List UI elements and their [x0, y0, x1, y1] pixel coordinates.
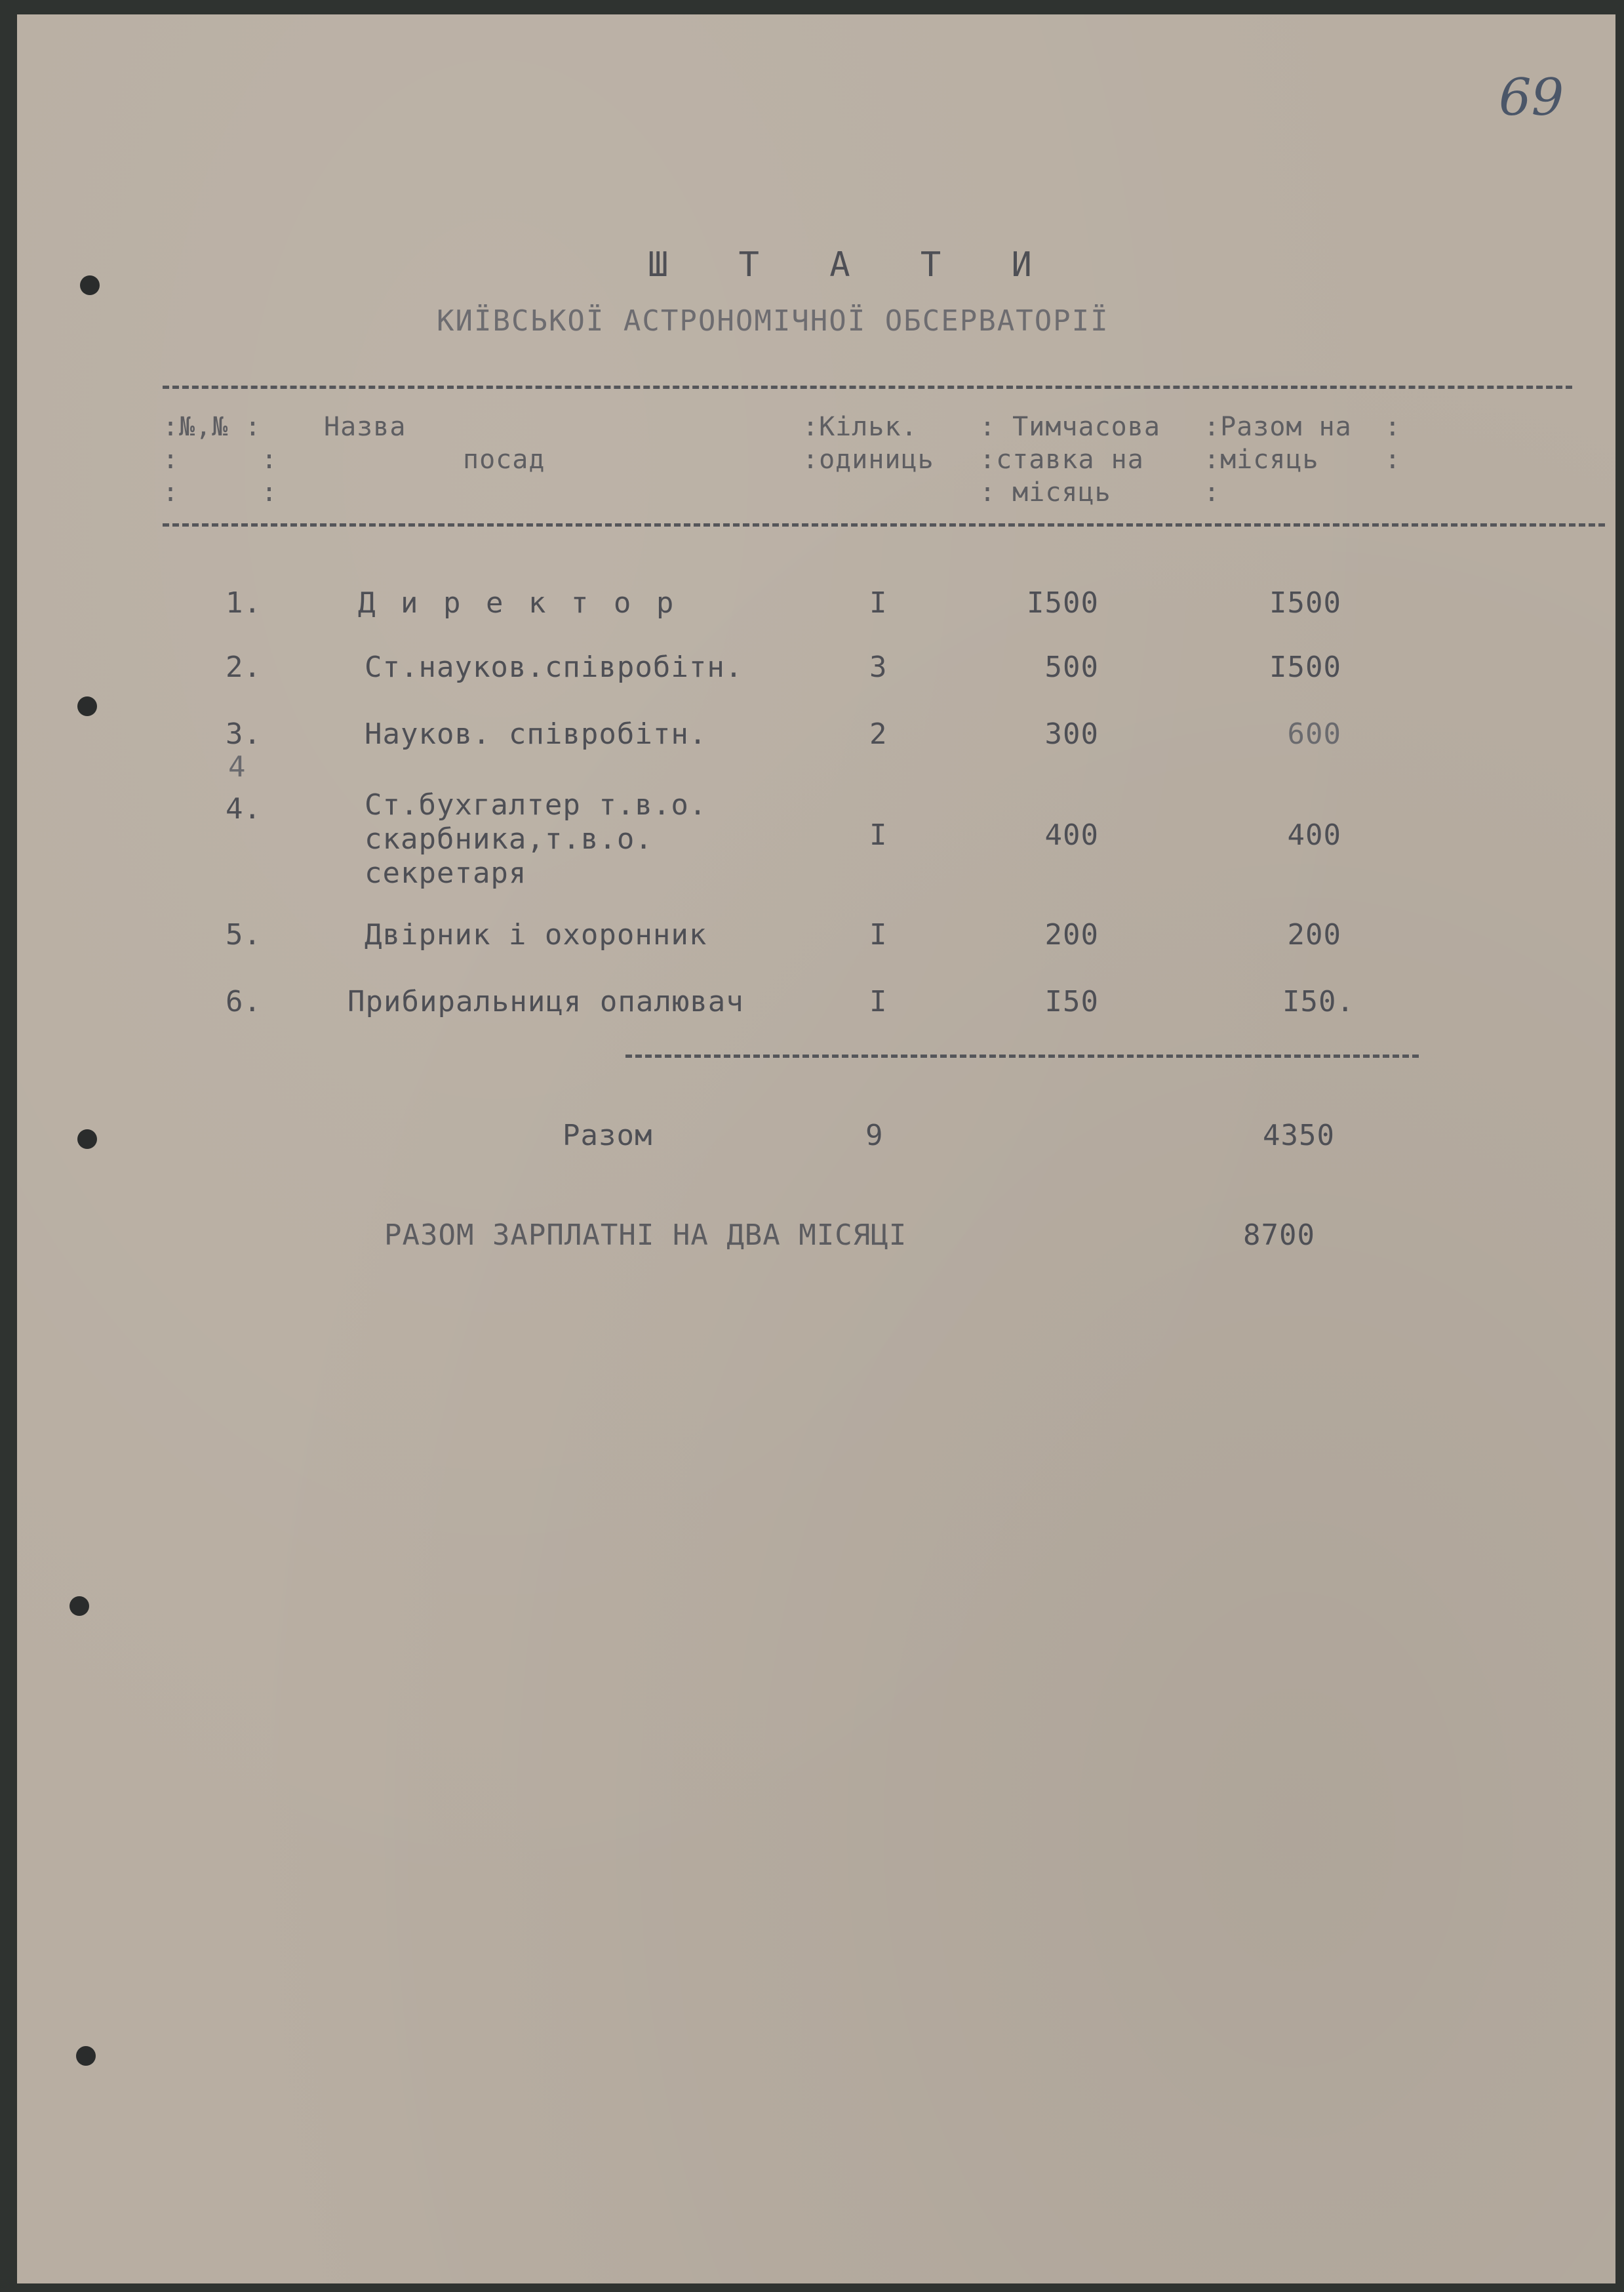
sum-label: Разом [563, 1119, 653, 1152]
row-6-num: 6. [226, 985, 262, 1018]
document-sheet [17, 14, 1615, 2283]
binder-hole [80, 275, 100, 295]
row-1-rate: І500 [1027, 586, 1099, 620]
header-qty-line1: :Кільк. [802, 412, 918, 442]
header-qty-line2: :одиниць [802, 445, 934, 475]
binder-hole [77, 696, 97, 716]
row-2-total: І500 [1269, 651, 1341, 684]
document-subtitle: КИЇВСЬКОЇ АСТРОНОМІЧНОЇ ОБСЕРВАТОРІЇ [437, 304, 1109, 338]
header-num-line2: : : [163, 445, 278, 475]
row-6-name: Прибиральниця опалювач [347, 985, 744, 1018]
row-1-qty: І [869, 586, 888, 620]
header-rate-line1: : Тимчасова [980, 412, 1160, 442]
row-3-name: Науков. співробітн. [365, 717, 707, 751]
sum-total: 4350 [1263, 1119, 1335, 1152]
row-1-num: 1. [226, 586, 262, 620]
row-6-total: І50. [1282, 985, 1355, 1018]
grand-total-label: РАЗОМ ЗАРПЛАТНІ НА ДВА МІСЯЦІ [384, 1218, 907, 1252]
sum-qty: 9 [865, 1119, 884, 1152]
sum-rule [625, 1055, 1419, 1058]
header-total-line2: :місяць : [1204, 445, 1401, 475]
binder-hole [76, 2046, 96, 2066]
row-5-num: 5. [226, 918, 262, 952]
header-name-line2: посад [463, 445, 545, 475]
row-4-total: 400 [1287, 818, 1341, 852]
row-3-qty: 2 [869, 717, 888, 751]
row-3-total: 600 [1287, 717, 1341, 751]
row-3-rate: 300 [1044, 717, 1099, 751]
header-rate-line3: : місяць [980, 477, 1111, 508]
row-5-qty: І [869, 918, 888, 952]
header-rate-line2: :ставка на [980, 445, 1144, 475]
row-4-name-line3: секретаря [365, 856, 527, 890]
header-num-line3: : : [163, 477, 278, 508]
row-2-name: Ст.науков.співробітн. [365, 651, 743, 684]
binder-hole [69, 1596, 89, 1616]
grand-total-value: 8700 [1243, 1218, 1315, 1252]
row-3-num: 3. [226, 717, 262, 751]
row-3-num-note: 4 [228, 750, 247, 784]
row-4-qty: І [869, 818, 888, 852]
row-5-rate: 200 [1044, 918, 1099, 952]
header-total-line3: : [1204, 477, 1221, 508]
header-name-line1: Назва [324, 412, 406, 442]
row-2-rate: 500 [1044, 651, 1099, 684]
row-1-name: Д и р е к т о р [358, 586, 678, 620]
row-1-total: І500 [1269, 586, 1341, 620]
row-4-name-line2: скарбника,т.в.о. [365, 822, 653, 856]
row-5-name: Двірник і охоронник [365, 918, 707, 952]
header-total-line1: :Разом на : [1204, 412, 1401, 442]
header-bottom-rule [163, 523, 1605, 527]
header-num-line1: :№,№ : [163, 412, 262, 442]
row-4-rate: 400 [1044, 818, 1099, 852]
row-2-qty: 3 [869, 651, 888, 684]
row-4-name-line1: Ст.бухгалтер т.в.о. [365, 788, 707, 822]
document-title: Ш Т А Т И [648, 245, 1057, 285]
binder-hole [77, 1129, 97, 1149]
row-2-num: 2. [226, 651, 262, 684]
header-top-rule [163, 386, 1572, 389]
row-5-total: 200 [1287, 918, 1341, 952]
row-6-rate: І50 [1044, 985, 1099, 1018]
row-6-qty: І [869, 985, 888, 1018]
row-4-num: 4. [226, 792, 262, 826]
page-number: 69 [1499, 68, 1564, 127]
